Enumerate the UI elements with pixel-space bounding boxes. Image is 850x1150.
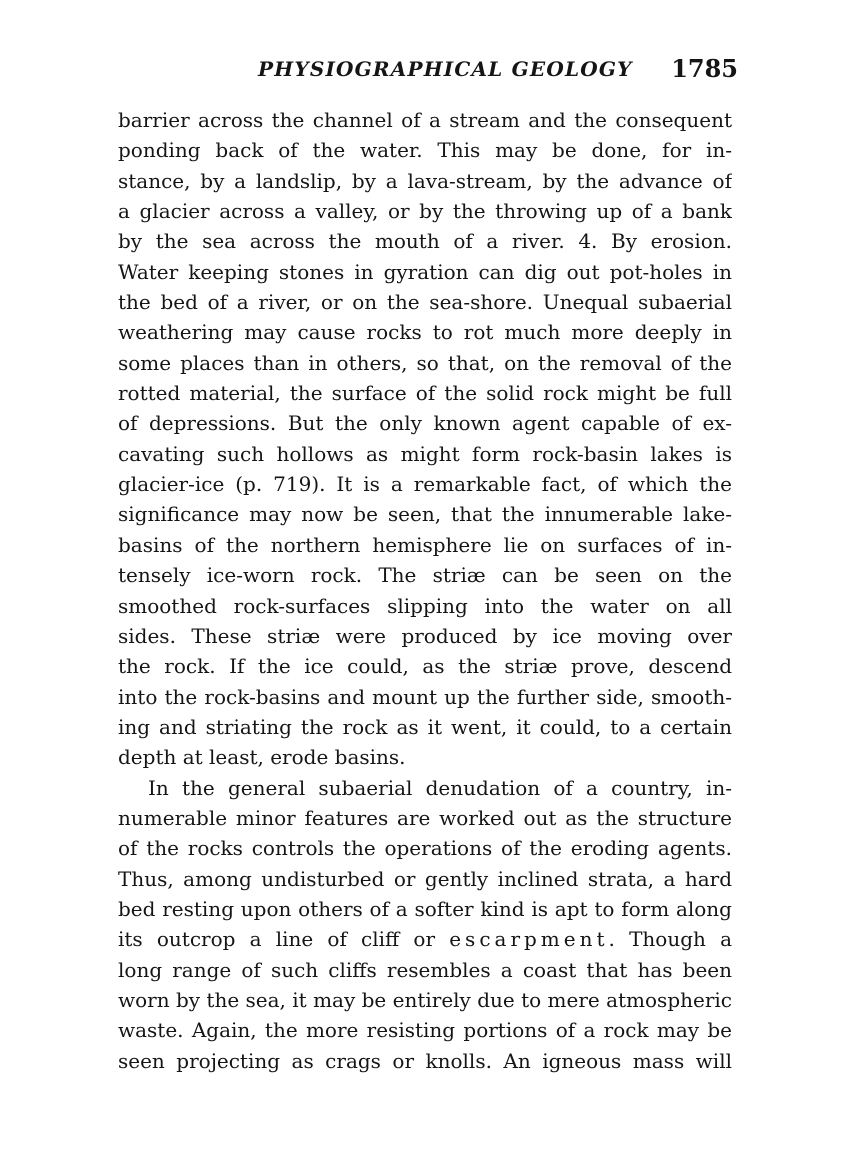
paragraph-2 xyxy=(118,773,732,1076)
text-line: waste. Again, the more resisting portions of a rock may be xyxy=(118,1018,732,1043)
text-line: of the rocks controls the operations of the eroding agents. xyxy=(118,836,732,861)
text-line-with-term xyxy=(118,924,732,954)
text-line: some places than in others, so that, on the removal of the xyxy=(118,350,732,375)
text-line: barrier across the channel of a stream and the consequent xyxy=(118,108,732,132)
text-line: weathering may cause rocks to rot much more deeply in xyxy=(118,320,732,345)
page-number: 1785 xyxy=(671,54,738,83)
line-end: . Though a xyxy=(608,927,732,952)
body-text xyxy=(118,105,732,1076)
text-line: rotted material, the surface of the solid rock might be full xyxy=(118,381,732,406)
text-line: sides. These striæ were produced by ice moving over xyxy=(118,623,732,648)
text-line: basins of the northern hemisphere lie on surfaces of in- xyxy=(118,532,732,557)
text-line: numerable minor features are worked out as the structure xyxy=(118,805,732,830)
line-start: its outcrop a line of cliff or xyxy=(118,927,436,952)
text-line: a glacier across a valley, or by the throwing up of a bank xyxy=(118,199,732,224)
text-line: smoothed rock-surfaces slipping into the water on all xyxy=(118,593,732,618)
text-line: bed resting upon others of a softer kind is apt to form along xyxy=(118,896,732,921)
text-line: worn by the sea, it may be entirely due to mere atmospheric xyxy=(118,987,732,1012)
text-line: into the rock-basins and mount up the further side, smooth- xyxy=(118,684,732,709)
text-line: the bed of a river, or on the sea-shore. Unequal subaerial xyxy=(118,290,732,315)
text-line: by the sea across the mouth of a river. 4. By erosion. xyxy=(118,229,732,254)
emphasized-term: escarpment xyxy=(449,927,609,952)
text-line: ponding back of the water. This may be done, for in- xyxy=(118,138,732,163)
text-line: glacier-ice (p. 719). It is a remarkable fact, of which the xyxy=(118,472,732,497)
text-line: Water keeping stones in gyration can dig out pot-holes in xyxy=(118,259,732,284)
text-line: of depressions. But the only known agent capable of ex- xyxy=(118,411,732,436)
text-line: In the general subaerial denudation of a country, in- xyxy=(148,775,732,800)
text-line: tensely ice-worn rock. The striæ can be seen on the xyxy=(118,563,732,588)
text-line: significance may now be seen, that the innumerable lake- xyxy=(118,502,732,527)
running-title: PHYSIOGRAPHICAL GEOLOGY xyxy=(258,57,633,81)
paragraph-1 xyxy=(118,105,732,773)
text-line: cavating such hollows as might form rock-basin lakes is xyxy=(118,441,732,466)
text-line: long range of such cliffs resembles a coast that has been xyxy=(118,957,732,982)
text-line: ing and striating the rock as it went, it could, to a certain xyxy=(118,714,732,739)
running-head xyxy=(258,54,738,91)
text-line: Thus, among undisturbed or gently inclined strata, a hard xyxy=(118,866,732,891)
text-line: the rock. If the ice could, as the striæ prove, descend xyxy=(118,654,732,679)
text-line: seen projecting as crags or knolls. An igneous mass will xyxy=(118,1048,732,1073)
text-line: stance, by a landslip, by a lava-stream, by the advance of xyxy=(118,168,732,193)
text-line: depth at least, erode basins. xyxy=(118,745,406,770)
